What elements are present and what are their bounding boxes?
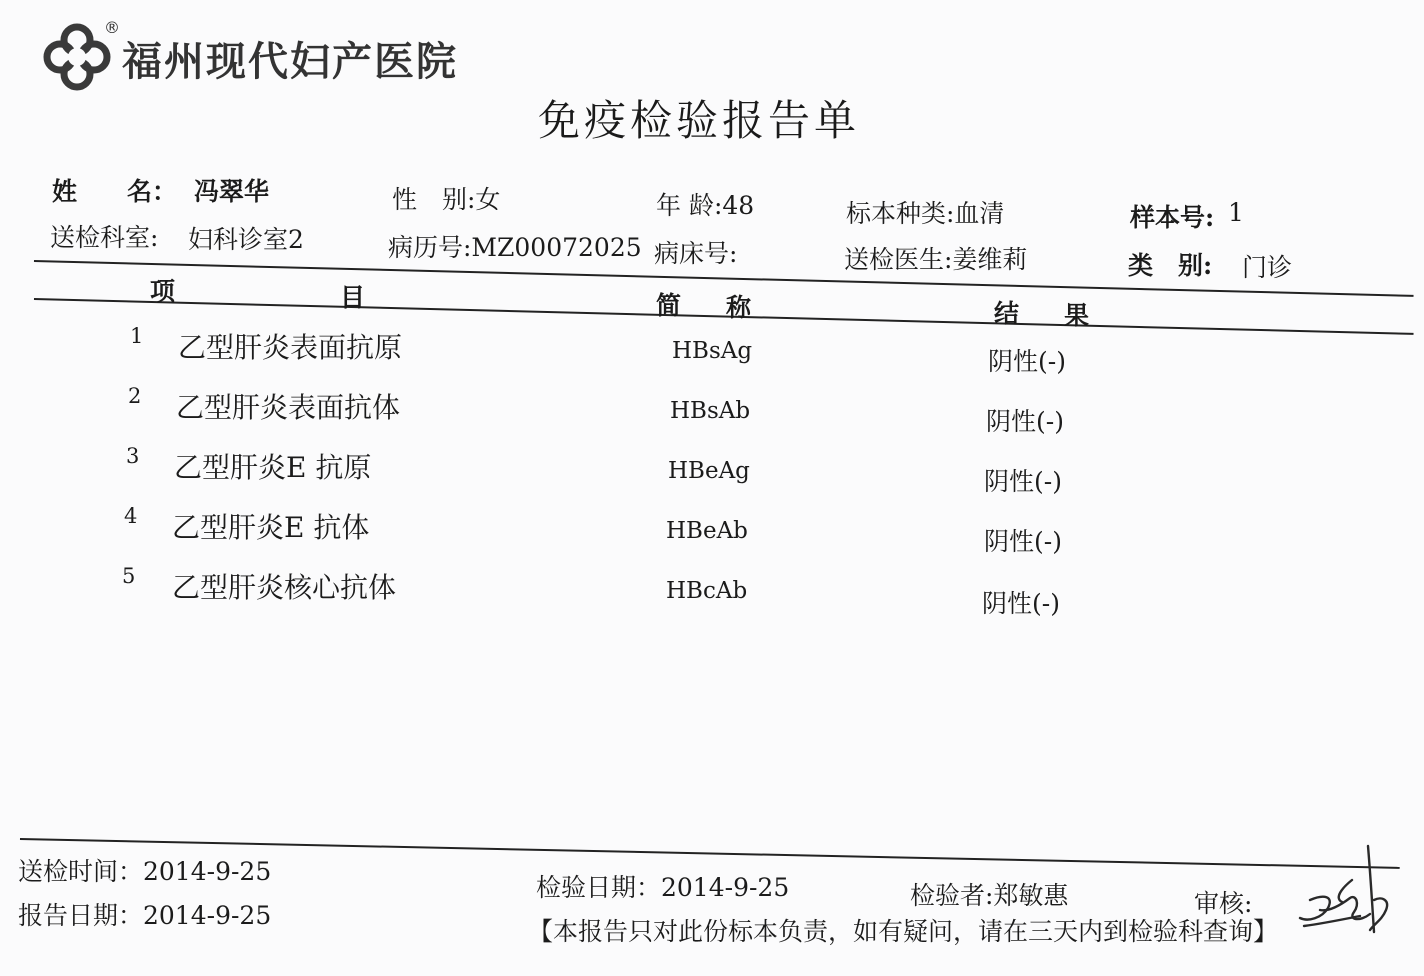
col-header-item-1: 项 — [150, 277, 176, 306]
department-label: 送检科室: — [50, 223, 159, 252]
category-value: 门诊 — [1242, 253, 1293, 282]
registered-mark: ® — [104, 18, 120, 37]
test-abbreviation: HBeAb — [666, 518, 748, 544]
report-date-field: 报告日期：2014-9-25 — [18, 901, 272, 930]
submit-time-field: 送检时间：2014-9-25 — [18, 857, 272, 886]
col-header-abbr-1: 简 — [656, 291, 682, 320]
test-date-field: 检验日期：2014-9-25 — [536, 873, 790, 902]
test-result: 阴性(-) — [986, 407, 1064, 436]
test-item-name: 乙型肝炎核心抗体 — [172, 571, 397, 604]
test-item-name: 乙型肝炎E 抗原 — [174, 451, 372, 484]
row-number: 3 — [126, 444, 140, 468]
flower-logo-icon — [42, 22, 112, 92]
col-header-result-1: 结 — [994, 299, 1020, 328]
row-number: 4 — [124, 504, 138, 528]
gender-field: 性 别:女 — [392, 185, 501, 214]
department-value: 妇科诊室2 — [188, 225, 304, 254]
test-item-name: 乙型肝炎E 抗体 — [172, 511, 370, 544]
handwritten-signature-icon — [1290, 840, 1400, 945]
bed-no-field: 病床号: — [654, 239, 738, 268]
doctor-field: 送检医生:姜维莉 — [844, 245, 1028, 274]
test-item-name: 乙型肝炎表面抗原 — [178, 331, 403, 364]
tester-field: 检验者:郑敏惠 — [910, 881, 1069, 910]
test-abbreviation: HBsAg — [672, 338, 753, 364]
test-item-name: 乙型肝炎表面抗体 — [176, 391, 401, 424]
test-result: 阴性(-) — [988, 347, 1066, 376]
test-result: 阴性(-) — [984, 527, 1062, 556]
report-title: 免疫检验报告单 — [538, 96, 861, 145]
row-number: 5 — [122, 564, 136, 588]
reviewer-label: 审核: — [1194, 889, 1253, 918]
test-result: 阴性(-) — [984, 467, 1062, 496]
row-number: 2 — [128, 384, 142, 408]
test-abbreviation: HBeAg — [668, 458, 750, 484]
col-header-result-2: 果 — [1064, 301, 1090, 330]
test-abbreviation: HBcAb — [666, 578, 748, 604]
hospital-name: 福州现代妇产医院 — [122, 38, 458, 85]
specimen-type-field: 标本种类:血清 — [846, 199, 1005, 228]
name-label: 姓 名： — [52, 177, 178, 206]
col-header-item-2: 目 — [340, 283, 366, 312]
category-label: 类 别: — [1128, 251, 1213, 280]
record-no-field: 病历号:MZ00072025 — [388, 233, 642, 262]
row-number: 1 — [130, 324, 144, 348]
sample-no-label: 样本号: — [1130, 203, 1215, 232]
sample-no-value: 1 — [1228, 198, 1244, 227]
name-value: 冯翠华 — [194, 177, 270, 206]
test-result: 阴性(-) — [982, 589, 1060, 618]
test-abbreviation: HBsAb — [670, 398, 751, 424]
col-header-abbr-2: 称 — [726, 293, 752, 322]
age-field: 年 龄:48 — [656, 191, 755, 220]
disclaimer-text: 【本报告只对此份标本负责，如有疑问，请在三天内到检验科查询】 — [528, 917, 1279, 946]
